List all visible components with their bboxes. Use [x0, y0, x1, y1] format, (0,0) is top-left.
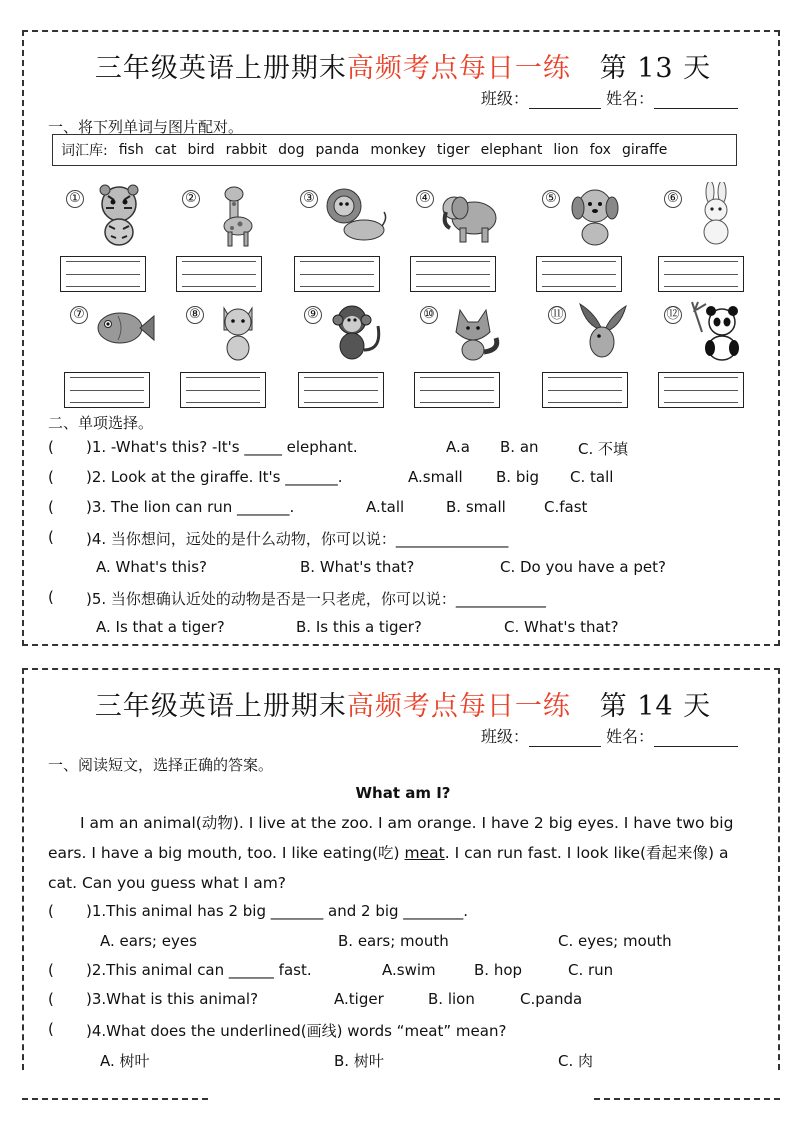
title-highlight: 高频考点每日一练: [346, 53, 571, 84]
worksheet-day-13: 三年级英语上册期末高频考点每日一练 第 13 天 班级： 姓名： 一、将下列单词与图片配对。 词汇库: fish cat bird rabbit dog panda monkey tiger elephant lion fox giraffe ① ② ③ ④ ⑤ ⑥ ⑦ ⑧ ⑨ ⑩ ⑪ ⑫ 二、单项选择。 ( )1. -What's this? -It's _____ elephant. A.a B. an C. 不填 ( )2. Look at the giraffe. It's _______. A.small B. big C. tall ( )3. The lion can run _______. A.tall B. small C.fast ( )4. 当你想问，远处的是什么动物，你可以说：_______________ A. What's this? B. What's that? C. Do you have a pet? ( )5. 当你想确认近处的动物是否是一只老虎，你可以说：____________ A. Is that a tiger? B. Is this a tiger? C. What's that?: [22, 30, 780, 646]
option-c[interactable]: C. Do you have a pet?: [500, 558, 666, 576]
word-cat: cat: [154, 142, 177, 158]
fish-icon: [88, 298, 158, 364]
picture-item: ⑥: [664, 190, 774, 300]
section-heading: 一、阅读短文，选择正确的答案。: [48, 756, 274, 774]
name-blank[interactable]: [654, 108, 738, 109]
cat-icon: [204, 298, 274, 364]
answer-box[interactable]: [536, 256, 622, 292]
option-c[interactable]: C. run: [568, 961, 614, 979]
answer-box[interactable]: [542, 372, 628, 408]
picture-item: ③: [300, 190, 410, 300]
option-b[interactable]: B. big: [496, 468, 540, 486]
picture-item: ⑧: [186, 306, 296, 416]
option-b[interactable]: B. What's that?: [300, 558, 415, 576]
option-b[interactable]: B. ears; mouth: [338, 932, 449, 950]
picture-item: ⑦: [70, 306, 180, 416]
divider: [594, 1098, 780, 1100]
question-text[interactable]: )3. The lion can run _______.: [86, 498, 295, 516]
option-c[interactable]: C. tall: [570, 468, 614, 486]
title-highlight: 高频考点每日一练: [346, 691, 571, 722]
picture-item: ②: [182, 190, 292, 300]
tiger-icon: [84, 182, 154, 248]
word-fox: fox: [589, 142, 611, 158]
picture-item: ①: [66, 190, 176, 300]
divider: [22, 1098, 208, 1100]
word-fish: fish: [118, 142, 144, 158]
option-b[interactable]: B. hop: [474, 961, 523, 979]
giraffe-icon: [200, 182, 270, 248]
monkey-icon: [322, 298, 392, 364]
option-c[interactable]: C. What's that?: [504, 618, 619, 636]
answer-box[interactable]: [294, 256, 380, 292]
word-dog: dog: [278, 142, 305, 158]
option-b[interactable]: B. an: [500, 438, 539, 456]
worksheet-title: 三年级英语上册期末高频考点每日一练 第 13 天: [94, 53, 712, 84]
answer-box[interactable]: [410, 256, 496, 292]
option-b[interactable]: B. Is this a tiger?: [296, 618, 422, 636]
word-bird: bird: [187, 142, 215, 158]
bird-icon: [566, 298, 636, 364]
option-b[interactable]: B. lion: [428, 990, 475, 1008]
answer-box[interactable]: [414, 372, 500, 408]
picture-item: ⑩: [420, 306, 530, 416]
option-a[interactable]: A. Is that a tiger?: [96, 618, 225, 636]
answer-box[interactable]: [298, 372, 384, 408]
option-a[interactable]: A.small: [408, 468, 463, 486]
picture-item: ④: [416, 190, 526, 300]
class-name-fields: 班级： 姓名：: [481, 86, 738, 109]
class-blank[interactable]: [529, 746, 601, 747]
option-b[interactable]: B. 树叶: [334, 1052, 384, 1070]
option-a[interactable]: A.tall: [366, 498, 405, 516]
option-a[interactable]: A.a: [446, 438, 470, 456]
word-tiger: tiger: [436, 142, 470, 158]
answer-box[interactable]: [658, 372, 744, 408]
passage-title: What am I?: [355, 784, 451, 802]
word-monkey: monkey: [370, 142, 426, 158]
question-text[interactable]: )3.What is this animal?: [86, 990, 259, 1008]
worksheet-title: 三年级英语上册期末高频考点每日一练 第 14 天: [94, 691, 712, 722]
class-blank[interactable]: [529, 108, 601, 109]
option-a[interactable]: A. ears; eyes: [100, 932, 197, 950]
picture-item: ⑤: [542, 190, 652, 300]
dog-icon: [560, 182, 630, 248]
fox-icon: [438, 298, 508, 364]
worksheet-day-14: 三年级英语上册期末高频考点每日一练 第 14 天 班级： 姓名： 一、阅读短文，选择正确的答案。 What am I? I am an animal(动物). I live at the zoo. I am orange. I have 2 big eyes. I have two big ears. I have a big mouth, too. I like eating(吃) meat. I can run fast. I look like(看起来像) a cat. Can you guess what I am? ( )1.This animal has 2 big _______ and 2 big ________. A. ears; eyes B. ears; mouth C. eyes; mouth ( )2.This animal can ______ fast. A.swim B. hop C. run ( )3.What is this animal? A.tiger B. lion C.panda ( )4.What does the underlined(画线) words “meat” mean? A. 树叶 B. 树叶 C. 肉: [22, 668, 780, 1070]
underlined-word: meat: [404, 844, 445, 862]
class-name-fields: 班级： 姓名：: [481, 724, 738, 747]
picture-item: ⑫: [664, 306, 774, 416]
word-bank: 词汇库: fish cat bird rabbit dog panda monkey tiger elephant lion fox giraffe: [52, 134, 737, 166]
elephant-icon: [434, 182, 504, 248]
question-text[interactable]: )4.What does the underlined(画线) words “meat” mean?: [86, 1022, 507, 1040]
word-elephant: elephant: [480, 142, 543, 158]
question-text[interactable]: )4. 当你想问，远处的是什么动物，你可以说：_______________: [86, 530, 509, 548]
section-heading: 二、单项选择。: [48, 414, 154, 432]
question-text[interactable]: )1.This animal has 2 big _______ and 2 big ________.: [86, 902, 469, 920]
option-c[interactable]: C. 不填: [578, 440, 629, 458]
option-c[interactable]: C. 肉: [558, 1052, 594, 1070]
word-giraffe: giraffe: [621, 142, 668, 158]
answer-box[interactable]: [180, 372, 266, 408]
picture-item: ⑨: [304, 306, 414, 416]
option-a[interactable]: A.swim: [382, 961, 436, 979]
question-text[interactable]: )1. -What's this? -It's _____ elephant.: [86, 438, 358, 456]
option-c[interactable]: C.fast: [544, 498, 588, 516]
question-text[interactable]: )2.This animal can ______ fast.: [86, 961, 312, 979]
word-lion: lion: [553, 142, 579, 158]
section-heading: 一、将下列单词与图片配对。: [48, 118, 244, 136]
word-rabbit: rabbit: [225, 142, 268, 158]
option-c[interactable]: C.panda: [520, 990, 583, 1008]
option-b[interactable]: B. small: [446, 498, 506, 516]
answer-box[interactable]: [64, 372, 150, 408]
name-blank[interactable]: [654, 746, 738, 747]
answer-box[interactable]: [176, 256, 262, 292]
option-c[interactable]: C. eyes; mouth: [558, 932, 672, 950]
option-a[interactable]: A. 树叶: [100, 1052, 150, 1070]
panda-icon: [682, 298, 752, 364]
answer-box[interactable]: [60, 256, 146, 292]
picture-item: ⑪: [548, 306, 658, 416]
lion-icon: [318, 182, 388, 248]
word-panda: panda: [315, 142, 360, 158]
question-text[interactable]: )5. 当你想确认近处的动物是否是一只老虎，你可以说：____________: [86, 590, 546, 608]
answer-box[interactable]: [658, 256, 744, 292]
question-text[interactable]: )2. Look at the giraffe. It's _______.: [86, 468, 343, 486]
option-a[interactable]: A. What's this?: [96, 558, 207, 576]
rabbit-icon: [682, 182, 752, 248]
reading-passage: I am an animal(动物). I live at the zoo. I am orange. I have 2 big eyes. I have two big ears. I have a big mouth, too. I like eating(吃) meat. I can run fast. I look like(看起来像) a cat. Can you guess what I am?: [48, 814, 734, 892]
option-a[interactable]: A.tiger: [334, 990, 384, 1008]
